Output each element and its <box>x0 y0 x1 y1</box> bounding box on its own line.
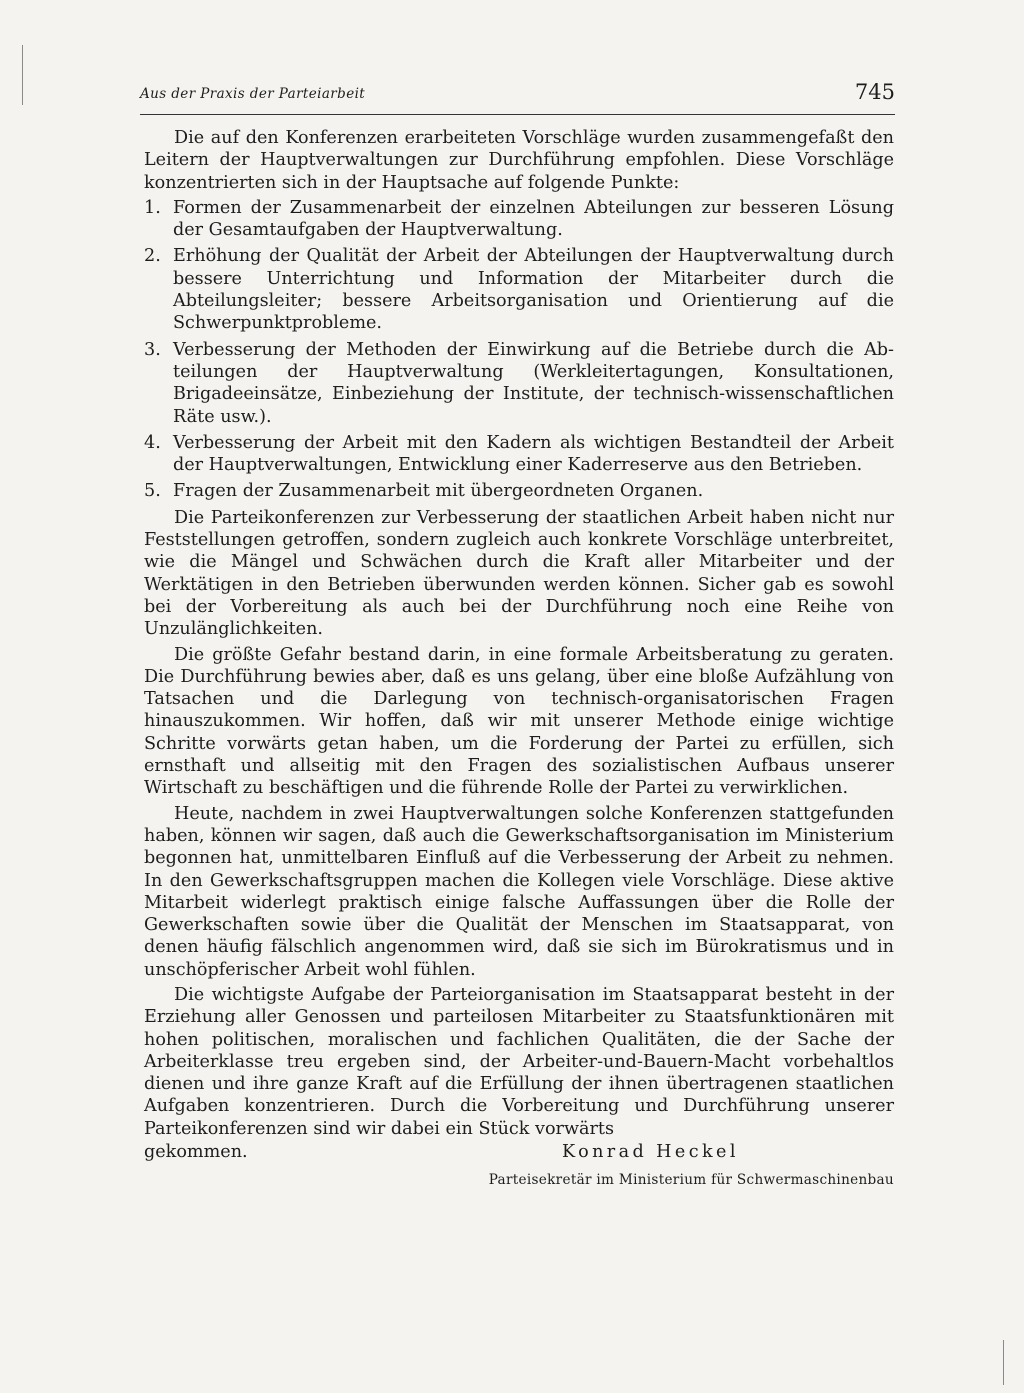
list-number: 4. <box>144 432 161 453</box>
list-number: 2. <box>144 246 161 267</box>
list-number: 3. <box>144 339 161 360</box>
list-text: Verbesserung der Arbeit mit den Kadern als wichtigen Bestandteil der Arbeit der Hauptverwaltungen, Entwicklung einer Kaderreserve aus den Betrieben. <box>173 432 894 476</box>
list-item <box>144 245 894 334</box>
running-title: Aus der Praxis der Parteiarbeit <box>140 86 366 102</box>
list-item <box>144 432 894 477</box>
article-body <box>144 127 894 1191</box>
list-text: Fragen der Zusammenarbeit mit übergeordneten Organen. <box>173 481 704 502</box>
proposal-list <box>144 197 894 503</box>
scan-edge-mark <box>22 45 23 105</box>
list-item <box>144 197 894 242</box>
list-text: Erhöhung der Qualität der Arbeit der Abteilungen der Hauptverwaltung durch bessere Unterrichtung und Information der Mitarbeiter durch die Abteilungsleiter; bessere Arbeitsorganisation und Orientierung auf die Schwerpunktprobleme. <box>173 246 894 334</box>
scan-edge-mark <box>1003 1340 1004 1385</box>
author-name: Konrad Heckel <box>562 1142 739 1163</box>
page-number: 745 <box>854 80 895 104</box>
list-number: 1. <box>144 197 161 218</box>
list-text: Verbesserung der Methoden der Einwirkung auf die Betriebe durch die Abteilungen der Hauptverwaltung (Werkleitertagungen, Konsultationen, Brigadeeinsätze, Einbeziehung der Institute, der technisch-wissenschaftlichen Räte usw.). <box>173 339 894 427</box>
list-number: 5. <box>144 481 161 502</box>
body-paragraph: Die Parteikonferenzen zur Verbesserung der staatlichen Arbeit haben nicht nur Feststellungen getroffen, sondern zugleich auch konkrete Vorschläge unterbreitet, wie die Mängel und Schwächen durch die Kraft aller Mitarbeiter und der Werktätigen in den Betrieben überwunden werden können. Sicher gab es sowohl bei der Vorbereitung als auch bei der Durchführung noch eine Reihe von Unzulänglichkeiten. <box>144 507 894 640</box>
closing-word: gekommen. <box>144 1142 248 1163</box>
body-paragraph: Heute, nachdem in zwei Hauptverwaltungen solche Konferenzen stattgefunden haben, können wir sagen, daß auch die Gewerkschaftsorganisation im Ministerium begonnen hat, unmittelbaren Einfluß auf die Verbesserung der Arbeit zu nehmen. In den Gewerkschaftsgruppen machen die Kollegen viele Vorschläge. Diese aktive Mitarbeit widerlegt praktisch einige falsche Auffassungen über die Rolle der Gewerkschaften sowie über die Qualität der Menschen im Staatsapparat, von denen häufig fälschlich angenommen wird, daß sie sich im Bürokratismus und in unschöpferischer Arbeit wohl fühlen. <box>144 803 894 980</box>
header-rule <box>140 114 895 115</box>
body-paragraph: Die größte Gefahr bestand darin, in eine formale Arbeitsberatung zu geraten. Die Durchführung bewies aber, daß es uns gelang, über eine bloße Aufzählung von Tatsachen und die Darlegung von technisch-organisatorischen Fragen hinauszukommen. Wir hoffen, daß wir mit unserer Methode einige wichtige Schritte vorwärts getan haben, um die Forderung der Partei zu erfüllen, sich ernsthaft und allseitig mit den Fragen des sozialistischen Aufbaus unserer Wirtschaft zu beschäftigen und die führende Rolle der Partei zu verwirklichen. <box>144 644 894 799</box>
list-text: Formen der Zusammenarbeit der einzelnen Abteilungen zur besseren Lösung der Gesamtaufgaben der Hauptverwaltung. <box>173 197 894 241</box>
intro-paragraph: Die auf den Konferenzen erarbeiteten Vorschläge wurden zusammengefaßt den Leitern der Hauptverwaltungen zur Durchführung empfohlen. Diese Vorschläge konzentrierten sich in der Hauptsache auf folgende Punkte: <box>144 128 894 193</box>
signature-block <box>144 1141 894 1191</box>
running-head <box>140 80 895 112</box>
list-item <box>144 339 894 428</box>
author-role: Parteisekretär im Ministerium für Schwermaschinenbau <box>488 1172 894 1189</box>
list-item <box>144 480 894 502</box>
body-paragraph: Die wichtigste Aufgabe der Parteiorganisation im Staatsapparat besteht in der Erziehung aller Genossen und parteilosen Mitarbeiter zu Staatsfunktionären mit hohen politischen, moralischen und fachlichen Qualitäten, die der Sache der Arbeiterklasse treu ergeben sind, der Arbeiter-und-Bauern-Macht vorbehaltlos dienen und ihre ganze Kraft auf die Erfüllung der ihnen übertragenen staatlichen Aufgaben konzentrieren. Durch die Vorbereitung und Durchführung unserer Parteikonferenzen sind wir dabei ein Stück vorwärts <box>144 984 894 1139</box>
